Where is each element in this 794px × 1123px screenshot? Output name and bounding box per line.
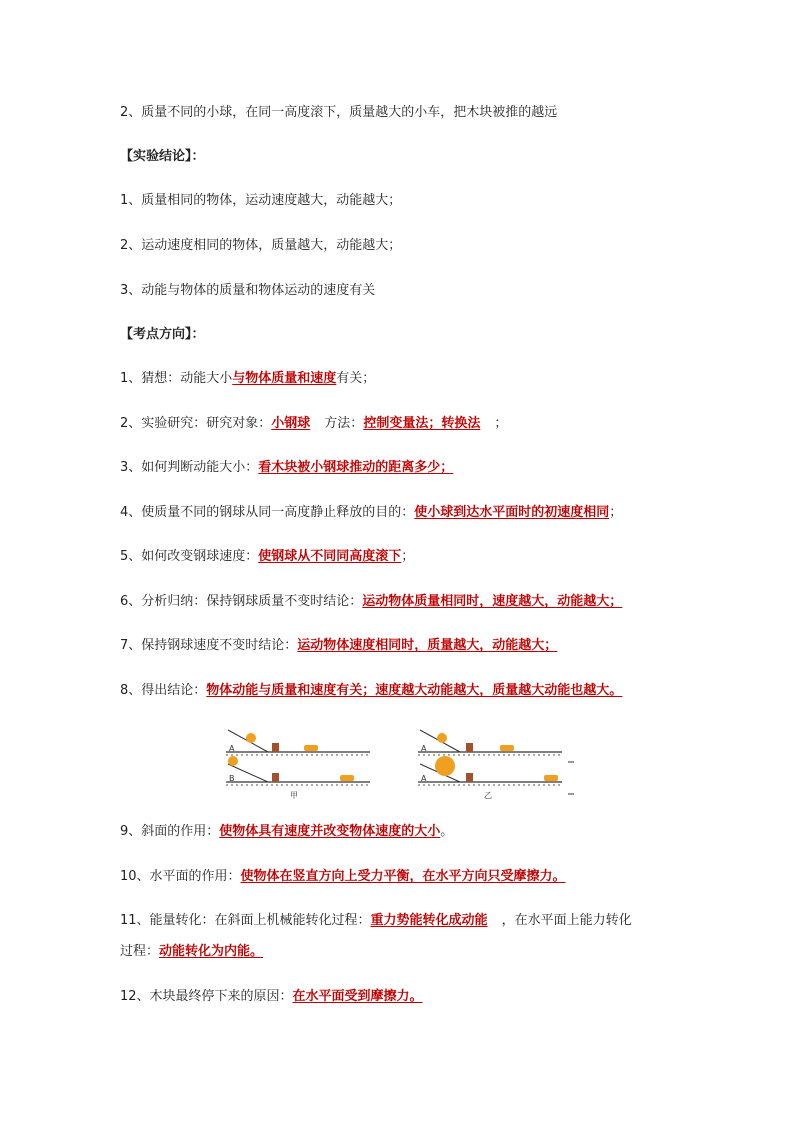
cart-icon [500,745,514,751]
exam-q6 [120,593,622,611]
q5-suffix: ； [401,549,415,564]
q2-suffix: ； [494,416,508,431]
q12-answer: 在水平面受到摩擦力。 [292,989,423,1004]
q8-answer: 物体动能与质量和速度有关；速度越大动能越大，质量越大动能也越大。 [206,683,623,698]
q9-answer: 使物体具有速度并改变物体速度的大小 [219,824,441,839]
q2-text: 2、实验研究：研究对象： [120,416,272,431]
label-b: B [229,774,235,783]
q5-text: 5、如何改变钢球速度： [120,549,259,564]
cart-icon [304,745,318,751]
steel-ball [228,756,238,766]
exam-q12 [120,988,423,1006]
conclusion-heading: 【实验结论】： [120,149,205,164]
wood-block [466,743,473,752]
exam-q8 [120,682,622,700]
q9-suffix: 。 [440,824,454,839]
caption-left: 甲 [290,791,298,800]
exam-q7 [120,637,557,655]
q7-text: 7、保持钢球速度不变时结论： [120,638,298,653]
large-steel-ball [435,756,455,776]
q7-answer: 运动物体速度相同时，质量越大，动能越大； [297,638,558,653]
label-a: A [229,744,235,753]
q1-text: 1、猜想：动能大小 [120,371,233,386]
q4-text: 4、使质量不同的钢球从同一高度静止释放的目的： [120,505,415,520]
wood-block [272,773,279,782]
conclusion-item-1: 1、质量相同的物体，运动速度越大，动能越大； [120,193,402,208]
q11-answer-2: 动能转化为内能。 [159,944,264,959]
q6-text: 6、分析归纳：保持钢球质量不变时结论： [120,594,363,609]
q12-text: 12、木块最终停下来的原因： [120,989,293,1004]
label-a: A [421,744,427,753]
label-a: A [421,774,427,783]
exam-q2 [120,415,507,433]
q1-suffix: 有关； [336,371,376,386]
exam-q1 [120,370,375,388]
q8-text: 8、得出结论： [120,683,207,698]
q3-text: 3、如何判断动能大小： [120,460,259,475]
q9-text: 9、斜面的作用： [120,824,220,839]
conclusion-item-3: 3、动能与物体的质量和物体运动的速度有关 [120,283,376,298]
q2-method-label: 方法： [324,416,364,431]
diagram-right [418,730,574,800]
exam-q3 [120,459,453,477]
cart-icon [340,775,354,781]
exam-heading: 【考点方向】： [120,327,205,342]
wood-block [272,743,279,752]
q10-text: 10、水平面的作用： [120,869,241,884]
exam-q4 [120,504,622,522]
q5-answer: 使钢球从不同同高度滚下 [258,549,402,564]
experiment-diagram [222,718,582,804]
q1-answer: 与物体质量和速度 [232,371,337,386]
steel-ball [246,733,256,743]
q10-answer: 使物体在竖直方向上受力平衡，在水平方向只受摩擦力。 [240,869,566,884]
q11-line2-text: 过程： [120,944,160,959]
prev-item: 2、质量不同的小球，在同一高度滚下，质量越大的小车，把木块被推的越远 [120,105,558,120]
exam-q11 [120,912,632,930]
exam-q11-line2 [120,943,263,961]
diagram-left [226,730,370,800]
caption-right: 乙 [484,791,492,800]
exam-q10 [120,868,566,886]
q3-answer: 看木块被小钢球推动的距离多少； [258,460,454,475]
q11-text: 11、能量转化：在斜面上机械能转化过程： [120,913,371,928]
conclusion-item-2: 2、运动速度相同的物体，质量越大，动能越大； [120,238,402,253]
steel-ball [437,733,447,743]
q4-answer: 使小球到达水平面时的初速度相同 [414,505,610,520]
q6-answer: 运动物体质量相同时，速度越大，动能越大； [362,594,623,609]
q11-answer-1: 重力势能转化成动能 [370,913,488,928]
q2-answer-object: 小钢球 [271,416,311,431]
cart-icon [544,775,558,781]
wood-block [466,773,473,782]
exam-q9 [120,823,453,841]
q4-suffix: ； [609,505,623,520]
exam-q5 [120,548,414,566]
q2-answer-method: 控制变量法；转换法 [363,416,481,431]
q11-middle: ，在水平面上能力转化 [501,913,632,928]
